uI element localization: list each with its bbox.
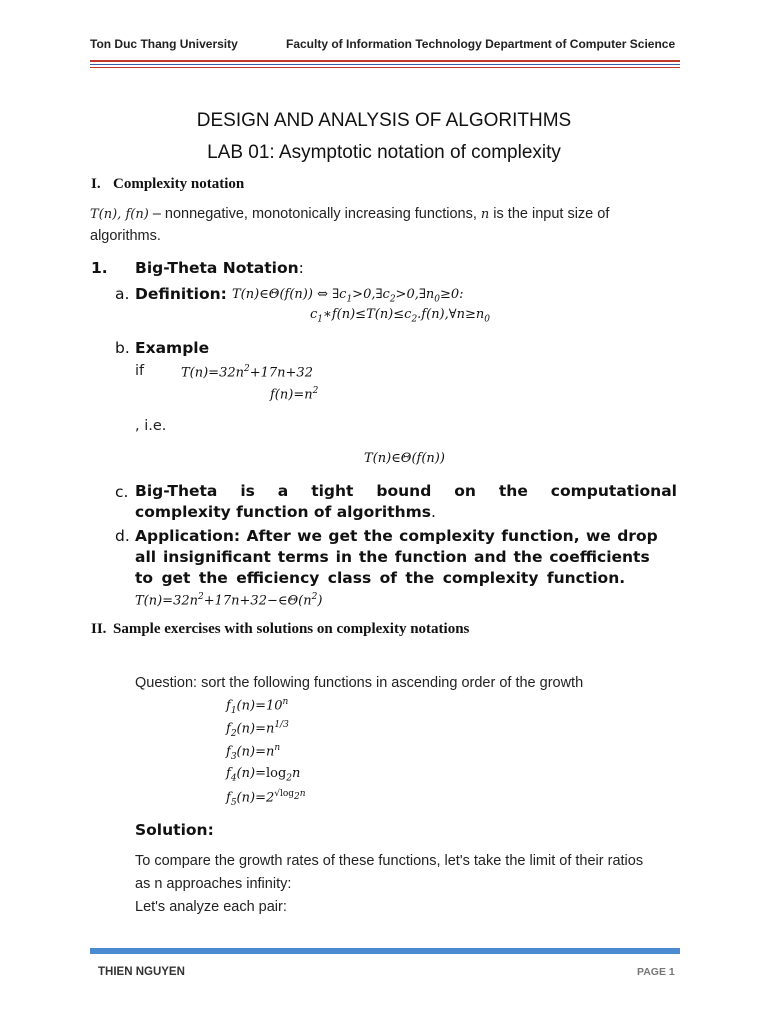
function-f4: $f_4(n)=\log_2n$ [226, 766, 301, 784]
section-1-intro-line1: T(n), f(n) – nonnegative, monotonically increasing functions, n is the input size of [90, 206, 610, 222]
function-f5: $f_5(n)=2^{√log_2n}$ [226, 789, 306, 808]
section-1-heading: Complexity notation [113, 176, 245, 192]
example-t-formula: $T(n)=32n^2+17n+32$ [181, 364, 313, 381]
doc-subtitle: LAB 01: Asymptotic notation of complexity [207, 142, 561, 163]
example-if: if [135, 363, 145, 379]
solution-label: Solution: [135, 821, 214, 839]
item-d-line3: to get the efficiency class of the complexity function. [135, 569, 626, 587]
subsection-1-number: 1. [91, 259, 108, 277]
item-b-marker: b. [115, 339, 130, 357]
doc-title: DESIGN AND ANALYSIS OF ALGORITHMS [196, 110, 572, 131]
header-rule-red-2 [90, 67, 680, 68]
solution-line2: as n approaches infinity: [135, 876, 292, 892]
item-c-line1: Big-Theta is a tight bound on the computational [135, 482, 677, 500]
subsection-1-heading: Big-Theta Notation: [135, 259, 304, 277]
solution-line3: Let's analyze each pair: [135, 899, 287, 915]
header-rule-red [90, 60, 680, 62]
example-theta-result: T(n)∈Θ(f(n)) [364, 451, 445, 466]
function-f3: $f_3(n)=n^n$ [226, 743, 281, 762]
section-1-numeral: I. [91, 176, 101, 192]
solution-line1: To compare the growth rates of these functions, let's take the limit of their ratios [135, 853, 644, 869]
section-1-intro-line2: algorithms. [90, 228, 161, 244]
item-c-line2: complexity function of algorithms. [135, 503, 436, 521]
footer-author: THIEN NGUYEN [98, 966, 185, 978]
function-f2: $f_2(n)=n^{1/3}$ [226, 720, 289, 739]
definition-formula-line1: T(n)∈Θ(f(n)) ⇔ $\exists c_1>0,\exists c_2>0,\exists n_0\ge 0$: [232, 287, 464, 305]
example-label: Example [135, 339, 210, 357]
math-t-n-f-n: T(n), f(n) [90, 207, 149, 222]
item-d-marker: d. [115, 527, 130, 545]
function-f1: $f_1(n)=10^n$ [226, 697, 289, 716]
header-faculty: Faculty of Information Technology Department of Computer Science [286, 37, 676, 51]
header-rule-blue [90, 64, 680, 65]
question-text: Question: sort the following functions in ascending order of the growth [135, 675, 584, 691]
definition-label: Definition: [135, 285, 227, 303]
definition-formula-line2: $c_1∗f(n)\le T(n)\le c_2.f(n),\forall n\ge n_0$ [310, 307, 490, 325]
item-a-marker: a. [115, 285, 130, 303]
item-d-line2: all insignificant terms in the function and the coefficients [135, 548, 650, 566]
item-d-line1: Application: After we get the complexity function, we drop [135, 527, 658, 545]
example-f-formula: $f(n)=n^2$ [270, 386, 319, 403]
footer-page-number: PAGE 1 [637, 966, 675, 978]
header-university: Ton Duc Thang University [90, 37, 238, 51]
section-2-heading: Sample exercises with solutions on complexity notations [113, 621, 470, 637]
section-2-numeral: II. [91, 621, 107, 637]
footer-bar [90, 948, 680, 954]
example-ie: , i.e. [135, 418, 167, 434]
item-c-marker: c. [115, 483, 129, 501]
item-d-formula: $T(n)=32n^2+17n+32-\in\Theta(n^2)$ [135, 592, 323, 609]
